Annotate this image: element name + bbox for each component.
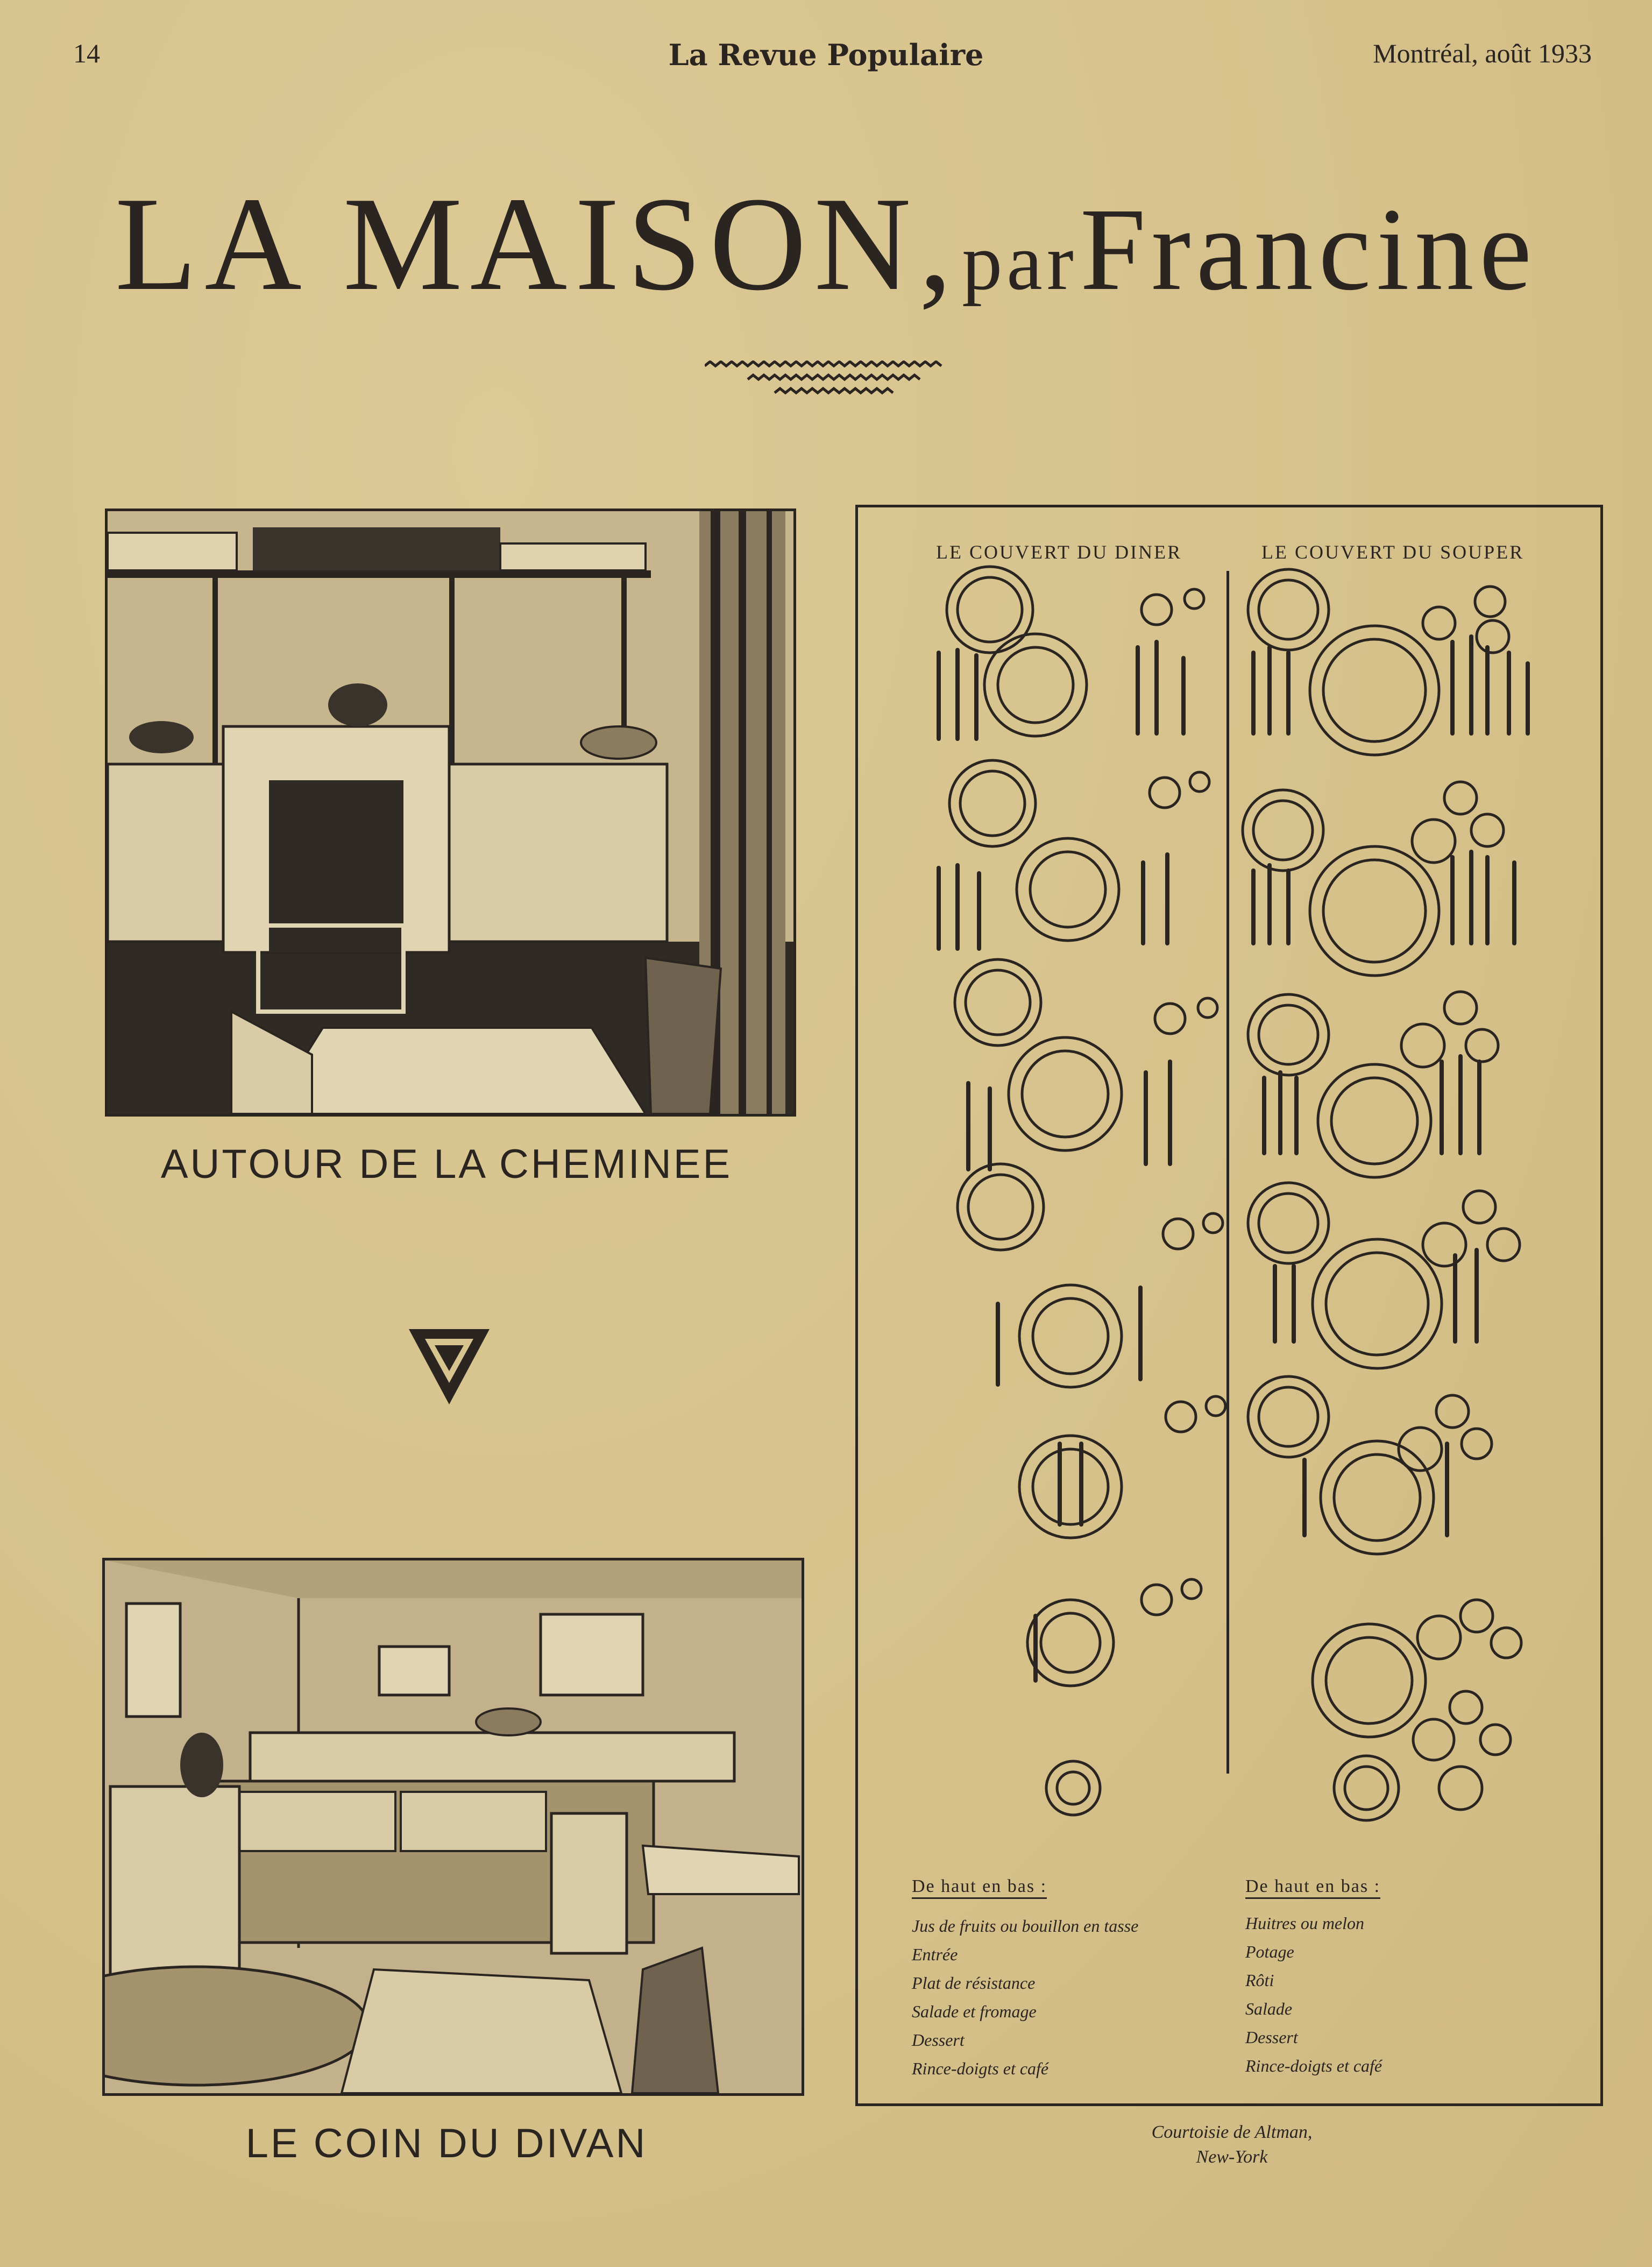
title-la-maison: LA MAISON,: [115, 170, 960, 319]
title-par: par: [962, 217, 1078, 307]
page-title: [0, 167, 1652, 322]
dinner-menu-item: Salade et fromage: [912, 2002, 1037, 2021]
page-number: 14: [73, 38, 100, 68]
divan-drawing-icon: [105, 1560, 802, 2093]
supper-menu-list: [1245, 1909, 1382, 2080]
dinner-menu-item: Entrée: [912, 1945, 958, 1964]
dinner-menu-list: [912, 1912, 1138, 2083]
supper-menu-item: Salade: [1245, 1999, 1293, 2018]
supper-menu-item: Huitres ou melon: [1245, 1913, 1365, 1933]
title-ornament-icon: [705, 361, 963, 398]
supper-menu-item: Potage: [1245, 1942, 1294, 1961]
fireplace-caption: AUTOUR DE LA CHEMINEE: [160, 1141, 733, 1187]
dinner-menu-heading: De haut en bas :: [912, 1876, 1047, 1897]
courtesy-line-2: New-York: [1196, 2147, 1268, 2167]
divan-caption: LE COIN DU DIVAN: [245, 2121, 648, 2166]
supper-menu-item: Rince-doigts et café: [1245, 2056, 1382, 2075]
courtesy-line-1: Courtoisie de Altman,: [1151, 2122, 1313, 2142]
supper-menu-item: Rôti: [1245, 1971, 1274, 1990]
dinner-column-title: LE COUVERT DU DINER: [936, 541, 1182, 563]
supper-menu-heading: De haut en bas :: [1245, 1876, 1380, 1897]
courtesy-credit: [1070, 2120, 1393, 2170]
dinner-menu-item: Jus de fruits ou bouillon en tasse: [912, 1916, 1139, 1936]
triangle-ornament-icon: [409, 1329, 490, 1404]
fireplace-illustration: [105, 509, 796, 1117]
title-francine: Francine: [1080, 183, 1537, 315]
dinner-menu-item: Dessert: [912, 2030, 965, 2050]
fireplace-drawing-icon: [108, 511, 793, 1114]
supper-column-title: LE COUVERT DU SOUPER: [1261, 541, 1525, 563]
divan-illustration: [102, 1558, 804, 2096]
dinner-menu-item: Plat de résistance: [912, 1973, 1036, 1993]
supper-menu-item: Dessert: [1245, 2028, 1298, 2047]
magazine-name: La Revue Populaire: [668, 38, 984, 72]
dinner-menu-item: Rince-doigts et café: [912, 2059, 1049, 2078]
table-settings-panel: [855, 505, 1603, 2106]
issue-date: Montréal, août 1933: [1373, 38, 1592, 68]
place-settings-drawing-icon: [858, 561, 1600, 1842]
